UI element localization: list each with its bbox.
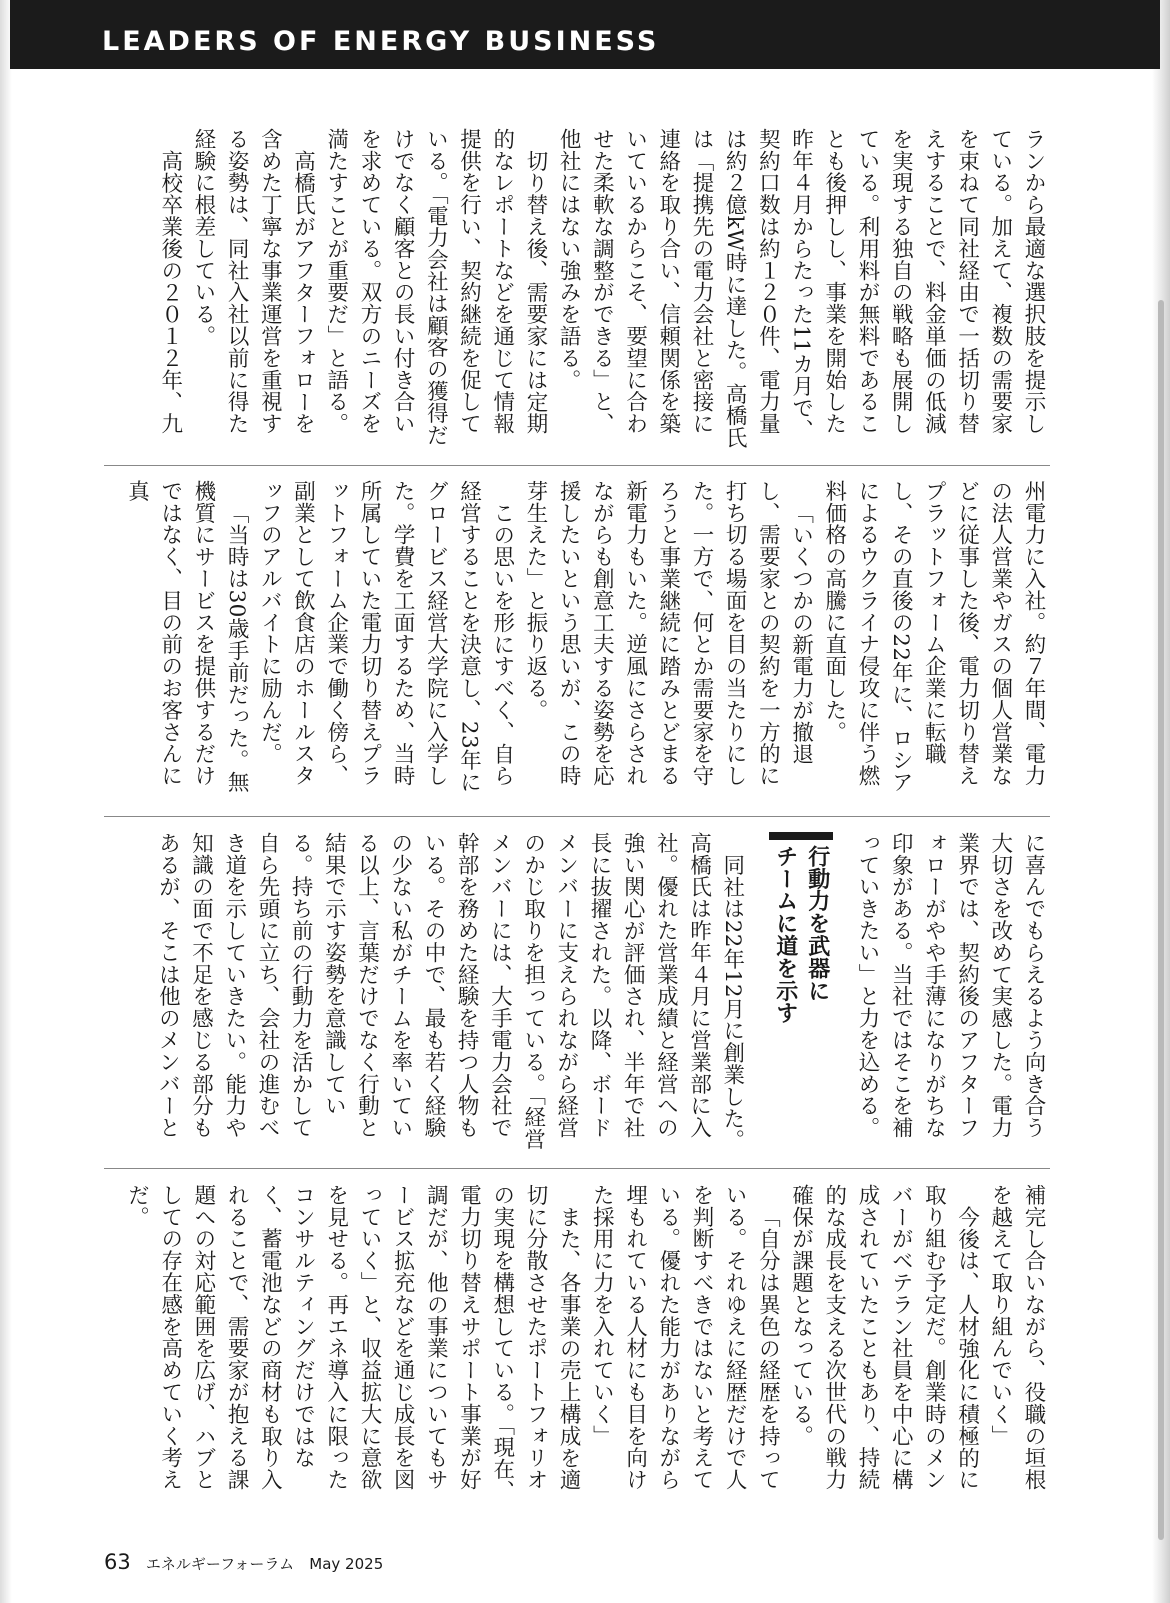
paragraph: 高校卒業後の２０１２年、九 — [157, 149, 183, 435]
paragraph: また、各事業の売上構成を適切に分散させたポートフォリオの実現を構想している。「現在、電力切り替えサポート事業が好調だが、他の事業についてもサービス拡充などを通じ成長を図っていく」と、収益拡大に意欲を見せる。再エネ導入に限ったコンサルティングだけではなく、蓄電池などの商材も取り入れることで、需要家が抱える課題への対応範囲を広げ、ハブとしての存在感を高めていく考えだ。 — [124, 1184, 582, 1502]
masthead-title: LEADERS OF ENERGY BUSINESS — [102, 26, 660, 57]
magazine-name: エネルギーフォーラム — [145, 1555, 295, 1573]
tier-divider — [104, 816, 1050, 817]
paragraph: 「いくつかの新電力が撤退し、需要家との契約を一方的に打ち切る場面を目の当たりにした。一方で、何とか需要家を守ろうと事業継続に踏みとどまる新電力もいた。逆風にさらされながらも創意工夫する姿勢を応援したいという思いが、この時芽生えた」と振り返る。 — [522, 480, 814, 787]
tier-divider — [104, 465, 1050, 466]
paragraph: 州電力に入社。約７年間、電力の法人営業やガスの個人営業などに従事した後、電力切り替えプラットフォーム企業に転職し、その直後の22年に、ロシアによるウクライナ侵攻に伴う燃料価格の高騰に直面した。 — [821, 480, 1046, 793]
paragraph: 補完し合いながら、役職の垣根を越えて取り組んでいく」 — [987, 1184, 1046, 1491]
page-footer — [104, 1552, 383, 1573]
section-heading-line-2: チームに道を示す — [772, 845, 798, 1025]
paragraph: 高橋氏がアフターフォローを含めた丁寧な事業運営を重視する姿勢は、同社入社以前に得た経験に根差している。 — [190, 128, 316, 435]
paragraph: ランから最適な選択肢を提示している。加えて、複数の需要家を束ねて同社経由で一括切り替えすることで、料金単価の低減を実現する独自の戦略も展開している。利用料が無料であることも後押しし、事業を開始した昨年４月からたった11カ月で、契約口数は約１２０件、電力量は約２億kW時に達した。高橋氏は「提携先の電力会社と密接に連絡を取り合い、信頼関係を築いているからこそ、要望に合わせた柔軟な調整ができる」と、他社にはない強みを語る。 — [556, 128, 1046, 449]
article-tier-2 — [104, 480, 1050, 802]
article-tier-4 — [104, 1184, 1050, 1506]
paragraph: 同社は22年12月に創業した。高橋氏は昨年４月に営業部に入社。優れた営業成績と経営への強い関心が評価され、半年で社長に抜擢された。以降、ボードメンバーに支えられながら経営のかじ取りを担っている。「経営メンバーには、大手電力会社で幹部を務めた経験を持つ人物もいる。その中で、最も若く経験の少ない私がチームを率いている以上、言葉だけでなく行動と結果で示す姿勢を意識している。持ち前の行動力を活かして自ら先頭に立ち、会社の進むべき道を示していきたい。能力や知識の面で不足を感じる部分もあるが、そこは他のメンバーと — [155, 832, 745, 1151]
section-heading — [769, 832, 833, 1154]
article-tier-3 — [104, 832, 1050, 1154]
scrollbar[interactable] — [1158, 300, 1164, 1540]
masthead-bar — [10, 0, 1160, 69]
page-number: 63 — [104, 1550, 131, 1574]
paragraph: に喜んでもらえるよう向き合う大切さを改めて実感した。電力業界では、契約後のアフターフォローがやや手薄になりがちな印象がある。当社ではそこを補っていきたい」と力を込める。 — [854, 832, 1046, 1139]
issue-date: May 2025 — [309, 1555, 384, 1573]
paragraph: 今後は、人材強化に積極的に取り組む予定だ。創業時のメンバーがベテラン社員を中心に構成されていたこともあり、持続的な成長を支える次世代の戦力確保が課題となっている。 — [788, 1184, 980, 1491]
paragraph: 「当時は30歳手前だった。無機質にサービスを提供するだけではなく、目の前のお客さんに真 — [124, 480, 250, 793]
paragraph: 切り替え後、需要家には定期的なレポートなどを通じて情報提供を行い、契約継続を促している。「電力会社は顧客の獲得だけでなく顧客との長い付き合いを求めている。双方のニーズを満たすことが重要だ」と語る。 — [323, 128, 548, 446]
article-tier-1 — [104, 128, 1050, 450]
tier-divider — [104, 1168, 1050, 1169]
paragraph: 「自分は異色の経歴を持っている。それゆえに経歴だけで人を判断すべきではないと考えている。優れた能力がありながら埋もれている人材にも目を向けた採用に力を入れていく」 — [589, 1184, 781, 1491]
section-heading-line-1: 行動力を武器に — [804, 845, 830, 1002]
paragraph: この思いを形にすべく、自ら経営することを決意し、23年にグロービス経営大学院に入学した。学費を工面するため、当時所属していた電力切り替えプラットフォーム企業で働く傍ら、副業として飲食店のホールスタッフのアルバイトに励んだ。 — [257, 480, 515, 793]
